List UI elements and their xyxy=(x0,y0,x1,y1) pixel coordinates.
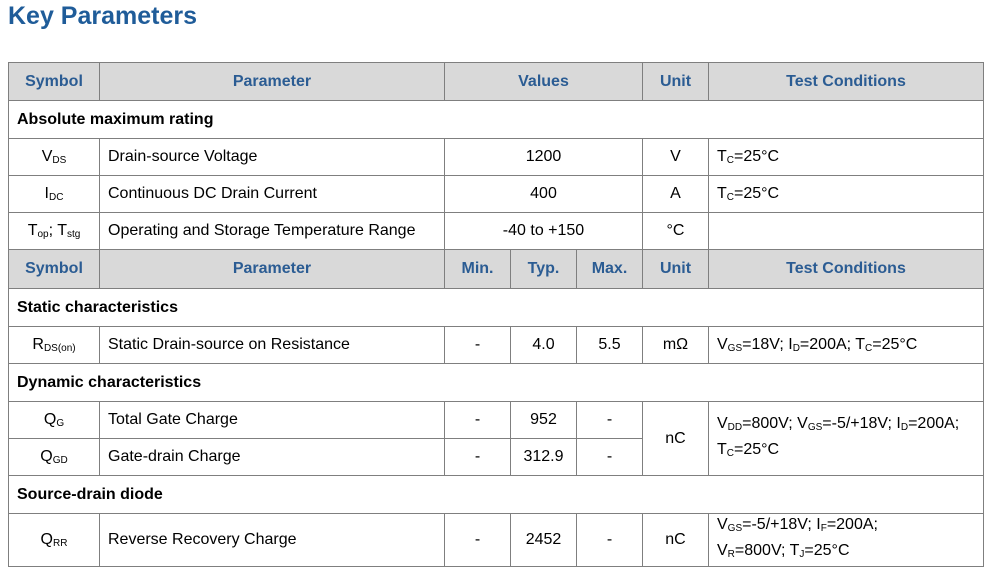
typ-cell: 2452 xyxy=(511,514,577,567)
col-header-typ: Typ. xyxy=(511,250,577,289)
max-cell: 5.5 xyxy=(577,327,643,364)
min-cell: - xyxy=(445,402,511,439)
header-row-minmax xyxy=(9,250,984,289)
min-cell: - xyxy=(445,327,511,364)
max-cell: - xyxy=(577,514,643,567)
col-header-min: Min. xyxy=(445,250,511,289)
table-row xyxy=(9,176,984,213)
table-row xyxy=(9,213,984,250)
section-title-absolute: Absolute maximum rating xyxy=(9,101,984,139)
table-row xyxy=(9,327,984,364)
symbol-cell: $R_{DS(on)}$ xyxy=(9,327,100,364)
section-row-static xyxy=(9,289,984,327)
col-header-test-conditions: Test Conditions xyxy=(709,250,984,289)
page-title: Key Parameters xyxy=(8,2,198,30)
parameter-cell: Operating and Storage Temperature Range xyxy=(100,213,445,250)
conditions-cell: $T_C=25^\circ C$ xyxy=(709,176,984,213)
min-cell: - xyxy=(445,439,511,476)
col-header-symbol: Symbol xyxy=(9,63,100,101)
section-title-static: Static characteristics xyxy=(9,289,984,327)
symbol-cell: $Q_{GD}$ xyxy=(9,439,100,476)
unit-cell: nC xyxy=(643,514,709,567)
parameter-cell: Reverse Recovery Charge xyxy=(100,514,445,567)
conditions-cell: $V_{GS}=-5/+18V$; $I_F=200A$; $V_R=800V$; $T_J=25^\circ C$ xyxy=(709,514,984,567)
typ-cell: 312.9 xyxy=(511,439,577,476)
section-title-dynamic: Dynamic characteristics xyxy=(9,364,984,402)
value-cell: 1200 xyxy=(445,139,643,176)
col-header-test-conditions: Test Conditions xyxy=(709,63,984,101)
unit-cell: V xyxy=(643,139,709,176)
value-cell: 400 xyxy=(445,176,643,213)
table-row xyxy=(9,402,984,439)
section-row-dynamic xyxy=(9,364,984,402)
section-row-diode xyxy=(9,476,984,514)
parameter-cell: Total Gate Charge xyxy=(100,402,445,439)
max-cell: - xyxy=(577,439,643,476)
col-header-symbol: Symbol xyxy=(9,250,100,289)
unit-cell: mΩ xyxy=(643,327,709,364)
col-header-max: Max. xyxy=(577,250,643,289)
conditions-cell: $V_{DD}=800V$; $V_{GS}=-5/+18V$; $I_D=200A$; $T_C=25^\circ C$ xyxy=(709,402,984,476)
parameter-cell: Continuous DC Drain Current xyxy=(100,176,445,213)
parameter-cell: Drain-source Voltage xyxy=(100,139,445,176)
conditions-cell: $T_C=25^\circ C$ xyxy=(709,139,984,176)
col-header-unit: Unit xyxy=(643,63,709,101)
col-header-unit: Unit xyxy=(643,250,709,289)
typ-cell: 4.0 xyxy=(511,327,577,364)
table-row xyxy=(9,139,984,176)
min-cell: - xyxy=(445,514,511,567)
conditions-cell: $V_{GS}=18V$; $I_D=200A$; $T_C=25^\circ C$ xyxy=(709,327,984,364)
max-cell: - xyxy=(577,402,643,439)
col-header-parameter: Parameter xyxy=(100,63,445,101)
key-parameters-table xyxy=(8,62,984,567)
symbol-cell: $T_{op}$; $T_{stg}$ xyxy=(9,213,100,250)
symbol-cell: $Q_G$ xyxy=(9,402,100,439)
section-title-diode: Source-drain diode xyxy=(9,476,984,514)
parameter-cell: Static Drain-source on Resistance xyxy=(100,327,445,364)
unit-cell: A xyxy=(643,176,709,213)
unit-cell: nC xyxy=(643,402,709,476)
symbol-cell: $V_{DS}$ xyxy=(9,139,100,176)
typ-cell: 952 xyxy=(511,402,577,439)
symbol-cell: $I_{DC}$ xyxy=(9,176,100,213)
parameter-cell: Gate-drain Charge xyxy=(100,439,445,476)
value-cell: -40 to +150 xyxy=(445,213,643,250)
unit-cell: °C xyxy=(643,213,709,250)
symbol-cell: $Q_{RR}$ xyxy=(9,514,100,567)
col-header-values: Values xyxy=(445,63,643,101)
conditions-cell xyxy=(709,213,984,250)
table-row xyxy=(9,514,984,567)
section-row-absolute xyxy=(9,101,984,139)
header-row-values xyxy=(9,63,984,101)
col-header-parameter: Parameter xyxy=(100,250,445,289)
